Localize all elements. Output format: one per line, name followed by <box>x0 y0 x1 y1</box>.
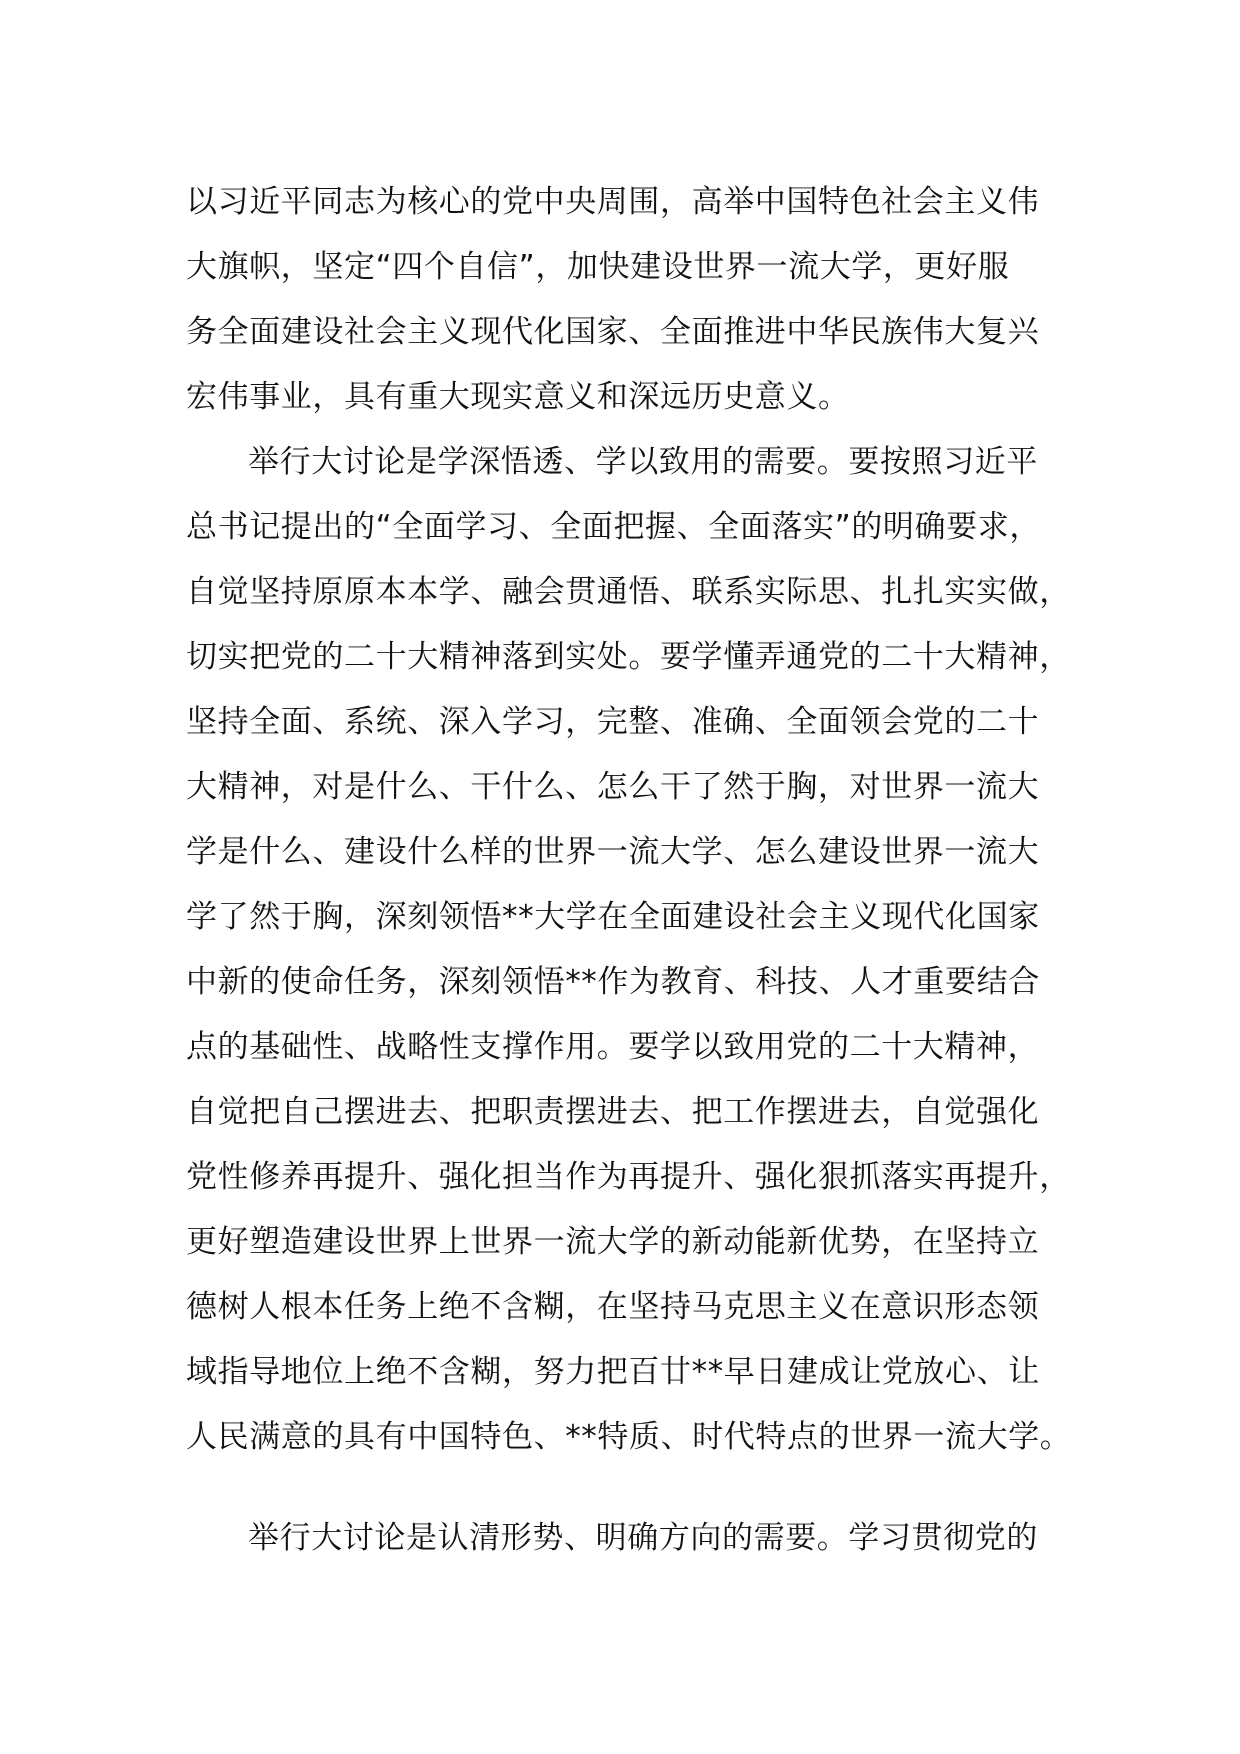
paragraph-2 <box>186 430 1086 1470</box>
paragraph-line: 切实把党的二十大精神落到实处。要学懂弄通党的二十大精神， <box>186 639 1071 675</box>
document-body <box>186 170 1086 1571</box>
paragraph-line: 总书记提出的“全面学习、全面把握、全面落实”的明确要求， <box>186 509 1041 545</box>
paragraph-line: 举行大讨论是认清形势、明确方向的需要。学习贯彻党的 <box>248 1520 1038 1556</box>
paragraph-3 <box>186 1506 1086 1571</box>
paragraph-line: 中新的使命任务，深刻领悟**作为教育、科技、人才重要结合 <box>186 964 1040 1000</box>
paragraph-spacing <box>186 1470 1086 1506</box>
paragraph-line: 以习近平同志为核心的党中央周围，高举中国特色社会主义伟 <box>186 184 1040 220</box>
paragraph-line: 自觉坚持原原本本学、融会贯通悟、联系实际思、扎扎实实做， <box>186 574 1071 610</box>
paragraph-line: 学了然于胸，深刻领悟**大学在全面建设社会主义现代化国家 <box>186 899 1040 935</box>
paragraph-1 <box>186 170 1086 430</box>
paragraph-line: 党性修养再提升、强化担当作为再提升、强化狠抓落实再提升， <box>186 1159 1071 1195</box>
paragraph-line: 人民满意的具有中国特色、**特质、时代特点的世界一流大学。 <box>186 1419 1072 1455</box>
paragraph-line: 学是什么、建设什么样的世界一流大学、怎么建设世界一流大 <box>186 834 1040 870</box>
paragraph-line: 德树人根本任务上绝不含糊，在坚持马克思主义在意识形态领 <box>186 1289 1040 1325</box>
paragraph-line: 大旗帜，坚定“四个自信”，加快建设世界一流大学，更好服 <box>186 249 1010 285</box>
paragraph-line: 宏伟事业，具有重大现实意义和深远历史意义。 <box>186 379 850 415</box>
paragraph-line: 举行大讨论是学深悟透、学以致用的需要。要按照习近平 <box>248 444 1038 480</box>
paragraph-line: 务全面建设社会主义现代化国家、全面推进中华民族伟大复兴 <box>186 314 1040 350</box>
paragraph-line: 坚持全面、系统、深入学习，完整、准确、全面领会党的二十 <box>186 704 1040 740</box>
paragraph-line: 点的基础性、战略性支撑作用。要学以致用党的二十大精神， <box>186 1029 1040 1065</box>
paragraph-line: 更好塑造建设世界上世界一流大学的新动能新优势，在坚持立 <box>186 1224 1040 1260</box>
paragraph-line: 自觉把自己摆进去、把职责摆进去、把工作摆进去，自觉强化 <box>186 1094 1040 1130</box>
paragraph-line: 域指导地位上绝不含糊，努力把百廿**早日建成让党放心、让 <box>186 1354 1040 1390</box>
paragraph-line: 大精神，对是什么、干什么、怎么干了然于胸，对世界一流大 <box>186 769 1040 805</box>
